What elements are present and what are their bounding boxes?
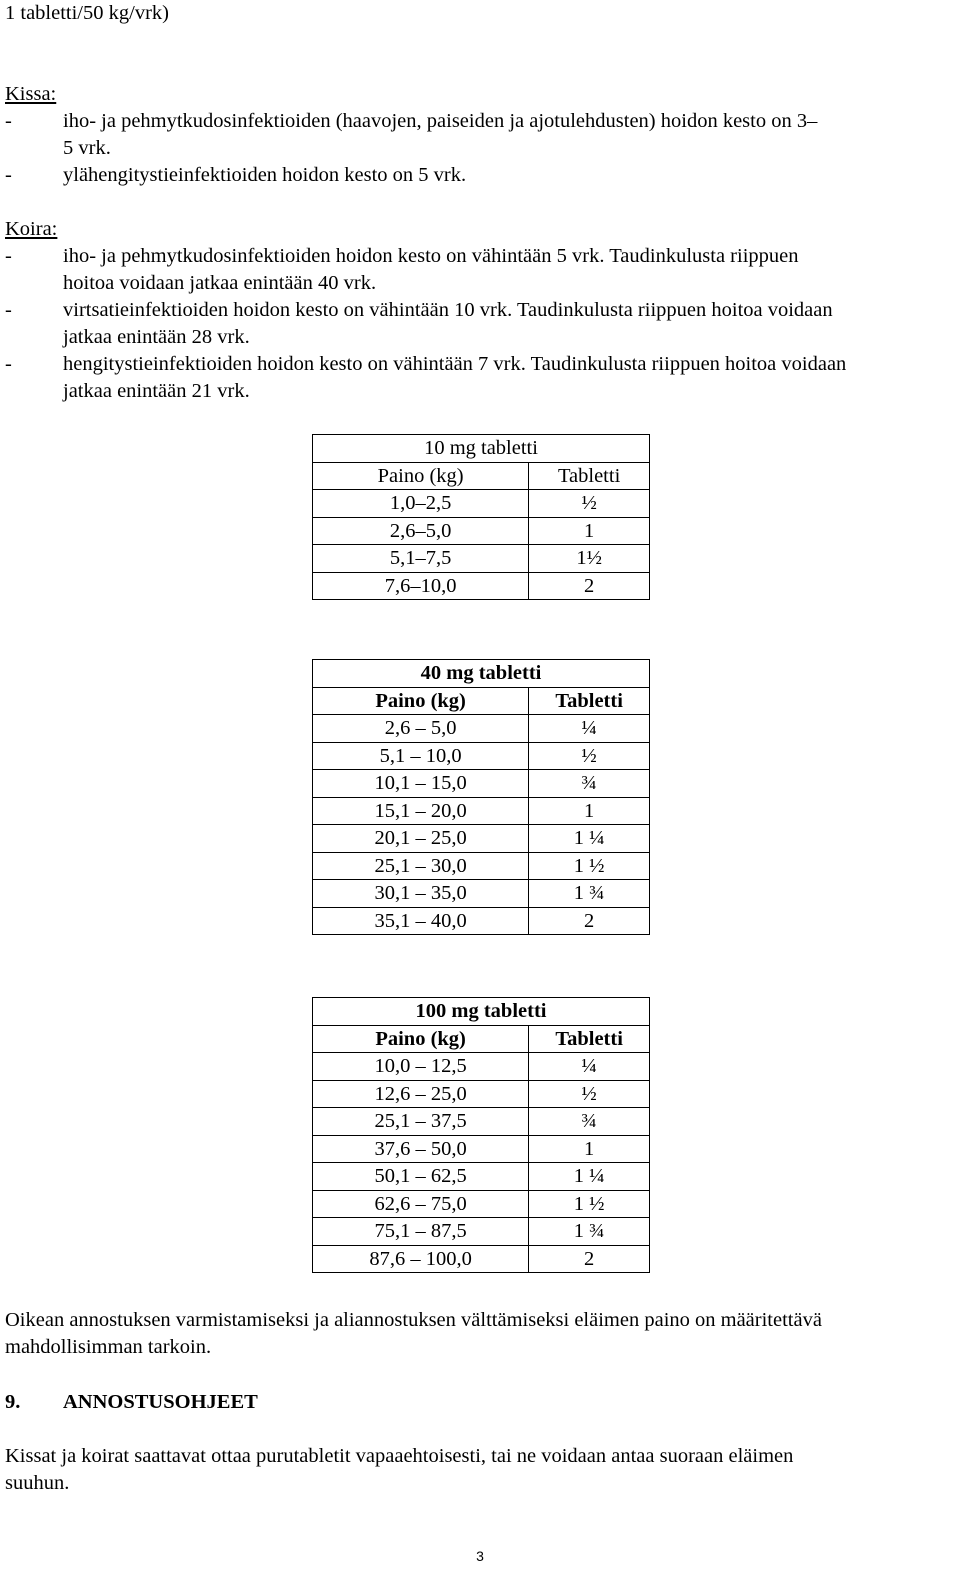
tablet-cell: 1 ¼ bbox=[529, 825, 650, 853]
table-row bbox=[313, 1190, 650, 1218]
weight-cell: 35,1 – 40,0 bbox=[313, 907, 529, 935]
intro-line: 1 tabletti/50 kg/vrk) bbox=[5, 2, 169, 24]
weight-cell: 50,1 – 62,5 bbox=[313, 1163, 529, 1191]
tablet-cell: 1 bbox=[529, 517, 650, 545]
weight-cell: 12,6 – 25,0 bbox=[313, 1080, 529, 1108]
table-row bbox=[313, 517, 650, 545]
table-row bbox=[313, 545, 650, 573]
table-row bbox=[313, 797, 650, 825]
table-row bbox=[313, 907, 650, 935]
weighing-note-line-2: mahdollisimman tarkoin. bbox=[5, 1336, 212, 1358]
section-number: 9. bbox=[5, 1391, 21, 1413]
weight-cell: 37,6 – 50,0 bbox=[313, 1135, 529, 1163]
tablet-cell: 1 ¾ bbox=[529, 880, 650, 908]
weight-cell: 10,0 – 12,5 bbox=[313, 1053, 529, 1081]
dog-item-3-line-2: jatkaa enintään 21 vrk. bbox=[63, 380, 250, 402]
tablet-cell: 2 bbox=[529, 572, 650, 600]
table-title: 100 mg tabletti bbox=[313, 998, 650, 1026]
tablet-cell: ¼ bbox=[529, 1053, 650, 1081]
dog-item-1-line-2: hoitoa voidaan jatkaa enintään 40 vrk. bbox=[63, 272, 377, 294]
tablet-cell: ½ bbox=[529, 1080, 650, 1108]
dog-item-1-line-1: iho- ja pehmytkudosinfektioiden hoidon kesto on vähintään 5 vrk. Taudinkulusta riippuen bbox=[63, 245, 799, 267]
column-header-tablet: Tabletti bbox=[529, 1025, 650, 1053]
table-title: 40 mg tabletti bbox=[313, 660, 650, 688]
tablet-cell: 2 bbox=[529, 907, 650, 935]
bullet: - bbox=[5, 299, 12, 321]
tablet-cell: ½ bbox=[529, 490, 650, 518]
weight-cell: 25,1 – 30,0 bbox=[313, 852, 529, 880]
tablet-cell: 1½ bbox=[529, 545, 650, 573]
bullet: - bbox=[5, 110, 12, 132]
table-row bbox=[313, 1135, 650, 1163]
weight-cell: 62,6 – 75,0 bbox=[313, 1190, 529, 1218]
dose-table-100mg bbox=[312, 997, 650, 1273]
table-row bbox=[313, 1163, 650, 1191]
weight-cell: 20,1 – 25,0 bbox=[313, 825, 529, 853]
tablet-cell: 1 ¾ bbox=[529, 1218, 650, 1246]
tablet-cell: 1 ¼ bbox=[529, 1163, 650, 1191]
weighing-note-line-1: Oikean annostuksen varmistamiseksi ja aliannostuksen välttämiseksi eläimen paino on määritettävä bbox=[5, 1309, 822, 1331]
weight-cell: 30,1 – 35,0 bbox=[313, 880, 529, 908]
weight-cell: 87,6 – 100,0 bbox=[313, 1245, 529, 1273]
column-header-weight: Paino (kg) bbox=[313, 462, 529, 490]
table-title: 10 mg tabletti bbox=[313, 435, 650, 463]
table-row bbox=[313, 572, 650, 600]
table-row bbox=[313, 490, 650, 518]
section-text-line-2: suuhun. bbox=[5, 1472, 70, 1494]
bullet: - bbox=[5, 353, 12, 375]
section-text-line-1: Kissat ja koirat saattavat ottaa purutabletit vapaaehtoisesti, tai ne voidaan antaa suoraan eläimen bbox=[5, 1445, 794, 1467]
weight-cell: 25,1 – 37,5 bbox=[313, 1108, 529, 1136]
tablet-cell: 1 ½ bbox=[529, 1190, 650, 1218]
dog-item-2-line-2: jatkaa enintään 28 vrk. bbox=[63, 326, 250, 348]
table-row bbox=[313, 770, 650, 798]
cat-heading: Kissa: bbox=[5, 83, 57, 105]
dog-item-3-line-1: hengitystieinfektioiden hoidon kesto on vähintään 7 vrk. Taudinkulusta riippuen hoitoa voidaan bbox=[63, 353, 847, 375]
dose-table-10mg bbox=[312, 434, 650, 600]
weight-cell: 2,6–5,0 bbox=[313, 517, 529, 545]
table-row bbox=[313, 880, 650, 908]
table-row bbox=[313, 742, 650, 770]
table-row bbox=[313, 852, 650, 880]
cat-item-2-line-1: ylähengitystieinfektioiden hoidon kesto on 5 vrk. bbox=[63, 164, 467, 186]
table-row bbox=[313, 825, 650, 853]
section-title: ANNOSTUSOHJEET bbox=[63, 1391, 258, 1413]
table-row bbox=[313, 1218, 650, 1246]
table-row bbox=[313, 1053, 650, 1081]
column-header-weight: Paino (kg) bbox=[313, 1025, 529, 1053]
cat-item-1-line-1: iho- ja pehmytkudosinfektioiden (haavojen, paiseiden ja ajotulehdusten) hoidon kesto on 3– bbox=[63, 110, 818, 132]
tablet-cell: 1 bbox=[529, 797, 650, 825]
dog-heading: Koira: bbox=[5, 218, 58, 240]
weight-cell: 15,1 – 20,0 bbox=[313, 797, 529, 825]
tablet-cell: ¾ bbox=[529, 1108, 650, 1136]
dog-item-2-line-1: virtsatieinfektioiden hoidon kesto on vähintään 10 vrk. Taudinkulusta riippuen hoitoa voidaan bbox=[63, 299, 833, 321]
weight-cell: 5,1 – 10,0 bbox=[313, 742, 529, 770]
weight-cell: 7,6–10,0 bbox=[313, 572, 529, 600]
table-row bbox=[313, 1108, 650, 1136]
tablet-cell: 1 bbox=[529, 1135, 650, 1163]
dose-table-40mg bbox=[312, 659, 650, 935]
table-row bbox=[313, 1080, 650, 1108]
weight-cell: 1,0–2,5 bbox=[313, 490, 529, 518]
table-row bbox=[313, 715, 650, 743]
column-header-weight: Paino (kg) bbox=[313, 687, 529, 715]
weight-cell: 75,1 – 87,5 bbox=[313, 1218, 529, 1246]
tablet-cell: ¼ bbox=[529, 715, 650, 743]
cat-item-1-line-2: 5 vrk. bbox=[63, 137, 111, 159]
column-header-tablet: Tabletti bbox=[529, 687, 650, 715]
weight-cell: 5,1–7,5 bbox=[313, 545, 529, 573]
tablet-cell: 2 bbox=[529, 1245, 650, 1273]
weight-cell: 10,1 – 15,0 bbox=[313, 770, 529, 798]
bullet: - bbox=[5, 164, 12, 186]
tablet-cell: ¾ bbox=[529, 770, 650, 798]
page-number: 3 bbox=[476, 1548, 484, 1564]
tablet-cell: 1 ½ bbox=[529, 852, 650, 880]
column-header-tablet: Tabletti bbox=[529, 462, 650, 490]
weight-cell: 2,6 – 5,0 bbox=[313, 715, 529, 743]
bullet: - bbox=[5, 245, 12, 267]
tablet-cell: ½ bbox=[529, 742, 650, 770]
table-row bbox=[313, 1245, 650, 1273]
